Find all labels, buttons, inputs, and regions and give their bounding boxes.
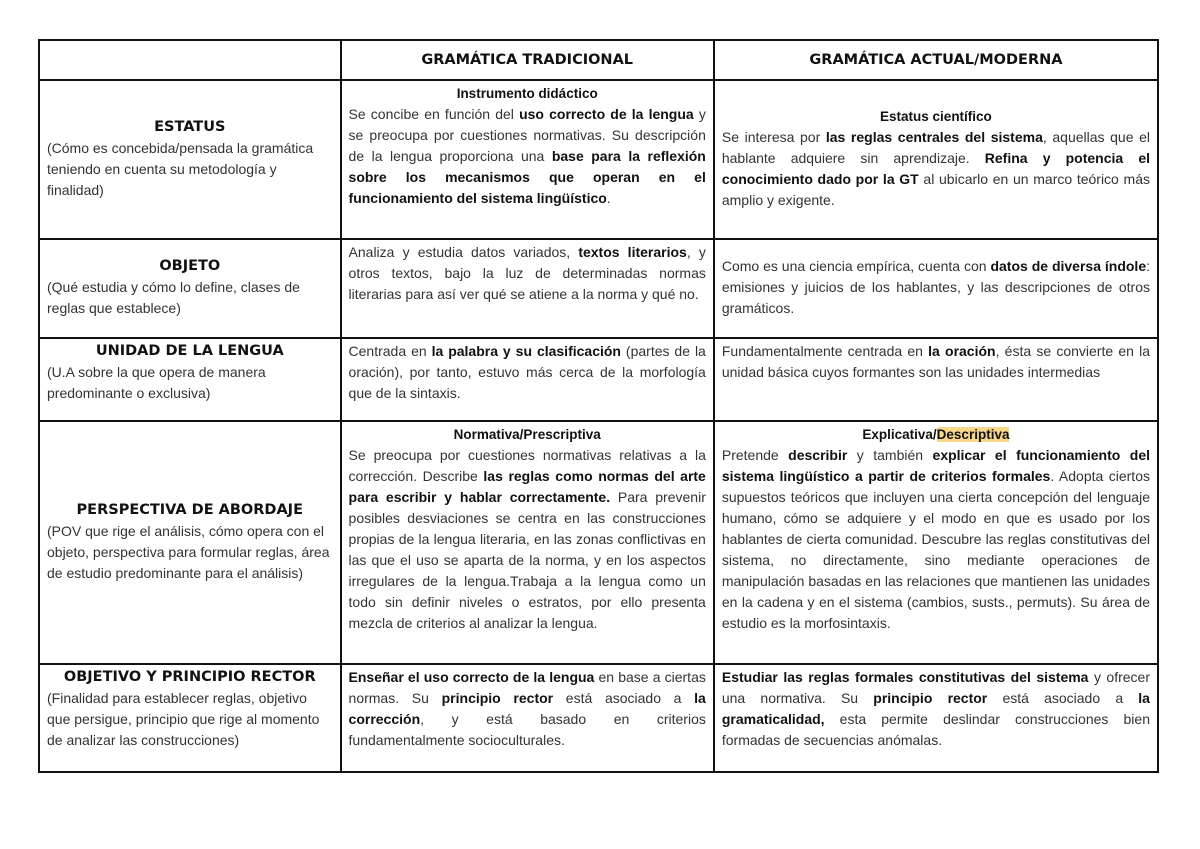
row-title: OBJETO xyxy=(159,258,221,274)
cell-text: Pretende describir y también explicar el funcionamiento del sistema lingüístico a partir de criterios formales. Adopta ciertos supuestos teóricos que incluyen una cierta concepción del lenguaje humano, cómo se adquiere y el modo en que es usado por los hablantes de cierta comunidad. Descubre las reglas constitutivas del sistema, no directamente, sino mediante operaciones de manipulación basadas en las relaciones que mantienen las unidades en la cadena y en el sistema (cambios, susts., permuts). Su área de estudio es la morfosintaxis. xyxy=(721,447,1150,631)
modern-cell xyxy=(714,664,1158,772)
cell-caption: Instrumento didáctico xyxy=(456,86,598,101)
bold-phrase: describir xyxy=(788,447,848,463)
cell-text: Analiza y estudia datos variados, textos literarios, y otros textos, bajo la luz de determinadas normas literarias para así ver qué se atiene a la norma y qué no. xyxy=(348,244,706,302)
cell-text: Enseñar el uso correcto de la lengua en base a ciertas normas. Su principio rector está asociado a la corrección, y está basado en criterios fundamentalmente socioculturales. xyxy=(348,669,706,748)
bold-phrase: textos literarios xyxy=(578,244,687,260)
row-description: (Qué estudia y cómo lo define, clases de reglas que establece) xyxy=(47,279,300,316)
cell-text: Como es una ciencia empírica, cuenta con datos de diversa índole: emisiones y juicios de los hablantes, y las descripciones de otros gramáticos. xyxy=(721,258,1150,316)
cell-text: Se concibe en función del uso correcto de la lengua y se preocupa por cuestiones normativas. Su descripción de la lengua proporciona una base para la reflexión sobre los mecanismos que operan en el funcionamiento del sistema lingüístico. xyxy=(348,106,706,206)
highlighted-caption: Descriptiva xyxy=(936,427,1010,442)
bold-phrase: uso correcto de la lengua xyxy=(519,106,694,122)
comparison-table xyxy=(38,39,1159,773)
cell-caption: Estatus científico xyxy=(880,109,992,124)
row-description: (Cómo es concebida/pensada la gramática teniendo en cuenta su metodología y finalidad) xyxy=(47,139,314,198)
row-perspectiva xyxy=(39,421,1158,664)
bold-phrase: principio rector xyxy=(441,690,554,706)
cell-text: Se interesa por las reglas centrales del sistema, aquellas que el hablante adquiere sin aprendizaje. Refina y potencia el conocimiento dado por la GT al ubicarlo en un marco teórico más amplio y exigente. xyxy=(721,129,1151,208)
modern-cell xyxy=(714,239,1158,338)
modern-cell xyxy=(714,80,1158,239)
bold-phrase: las reglas centrales del sistema xyxy=(825,129,1043,145)
header-empty-cell xyxy=(39,40,341,80)
row-title: UNIDAD DE LA LENGUA xyxy=(95,343,284,359)
bold-phrase: datos de diversa índole xyxy=(990,258,1147,274)
bold-phrase: base para la reflexión sobre los mecanismos que operan en el funcionamiento del sistema lingüístico xyxy=(348,148,706,206)
caption-text: Explicativa/ xyxy=(862,427,937,442)
row-estatus xyxy=(39,80,1158,239)
row-title: PERSPECTIVA DE ABORDAJE xyxy=(76,501,303,518)
cell-caption: Normativa/Prescriptiva xyxy=(453,427,601,442)
bold-phrase: la palabra y su clasificación xyxy=(431,343,621,359)
traditional-cell xyxy=(341,664,714,772)
cell-text: Fundamentalmente centrada en la oración, ésta se convierte en la unidad básica cuyos formantes son las unidades intermedias xyxy=(721,343,1150,380)
bold-phrase: Refina y potencia el conocimiento dado por la GT xyxy=(721,150,1151,187)
row-unidad xyxy=(39,338,1158,421)
bold-phrase: la oración xyxy=(928,343,996,359)
row-description: (Finalidad para establecer reglas, objetivo que persigue, principio que rige al momento de analizar las construcciones) xyxy=(47,690,320,748)
row-label-cell xyxy=(39,239,341,338)
cell-text: Centrada en la palabra y su clasificación (partes de la oración), por tanto, estuvo más cerca de la morfología que de la sintaxis. xyxy=(348,343,706,401)
modern-cell xyxy=(714,338,1158,421)
cell-caption xyxy=(722,424,1150,445)
cell-text: Se preocupa por cuestiones normativas relativas a la corrección. Describe las reglas como normas del arte para escribir y hablar correctamente. Para prevenir posibles desviaciones se centra en las construcciones propias de la lengua literaria, en las zonas conflictivas en las que el uso se aparta de la norma, y en los aspectos irregulares de la lengua.Trabaja a la lengua como un todo sin definir niveles o estratos, por ello presenta mezcla de criterios al analizar la lengua. xyxy=(348,447,706,631)
bold-phrase: las reglas como normas del arte para escribir y hablar correctamente. xyxy=(348,468,706,505)
traditional-cell xyxy=(341,421,714,664)
row-objetivo xyxy=(39,664,1158,772)
bold-phrase: explicar el funcionamiento del sistema lingüístico a partir de criterios formales xyxy=(721,447,1150,484)
modern-cell xyxy=(714,421,1158,664)
row-title: ESTATUS xyxy=(154,118,226,135)
header-modern: GRAMÁTICA ACTUAL/MODERNA xyxy=(714,40,1158,80)
cell-text: Estudiar las reglas formales constitutivas del sistema y ofrecer una normativa. Su principio rector está asociado a la gramaticalidad, esta permite deslindar construcciones bien formadas de secuencias anómalas. xyxy=(721,669,1150,748)
bold-phrase: Enseñar el uso correcto de la lengua xyxy=(348,669,595,685)
traditional-cell xyxy=(341,80,714,239)
row-title: OBJETIVO Y PRINCIPIO RECTOR xyxy=(63,669,316,685)
traditional-cell xyxy=(341,338,714,421)
header-row xyxy=(39,40,1158,80)
row-description: (U.A sobre la que opera de manera predominante o exclusiva) xyxy=(47,364,266,401)
bold-phrase: principio rector xyxy=(873,690,988,706)
row-description: (POV que rige el análisis, cómo opera con el objeto, perspectiva para formular reglas, área de estudio predominante para el análisis) xyxy=(47,522,330,581)
bold-phrase: la corrección xyxy=(348,690,706,727)
row-label-cell xyxy=(39,421,341,664)
row-objeto xyxy=(39,239,1158,338)
bold-phrase: la gramaticalidad, xyxy=(721,690,1150,727)
row-label-cell xyxy=(39,664,341,772)
row-label-cell xyxy=(39,338,341,421)
bold-phrase: Estudiar las reglas formales constitutivas del sistema xyxy=(721,669,1089,685)
row-label-cell xyxy=(39,80,341,239)
header-traditional: GRAMÁTICA TRADICIONAL xyxy=(341,40,714,80)
traditional-cell xyxy=(341,239,714,338)
